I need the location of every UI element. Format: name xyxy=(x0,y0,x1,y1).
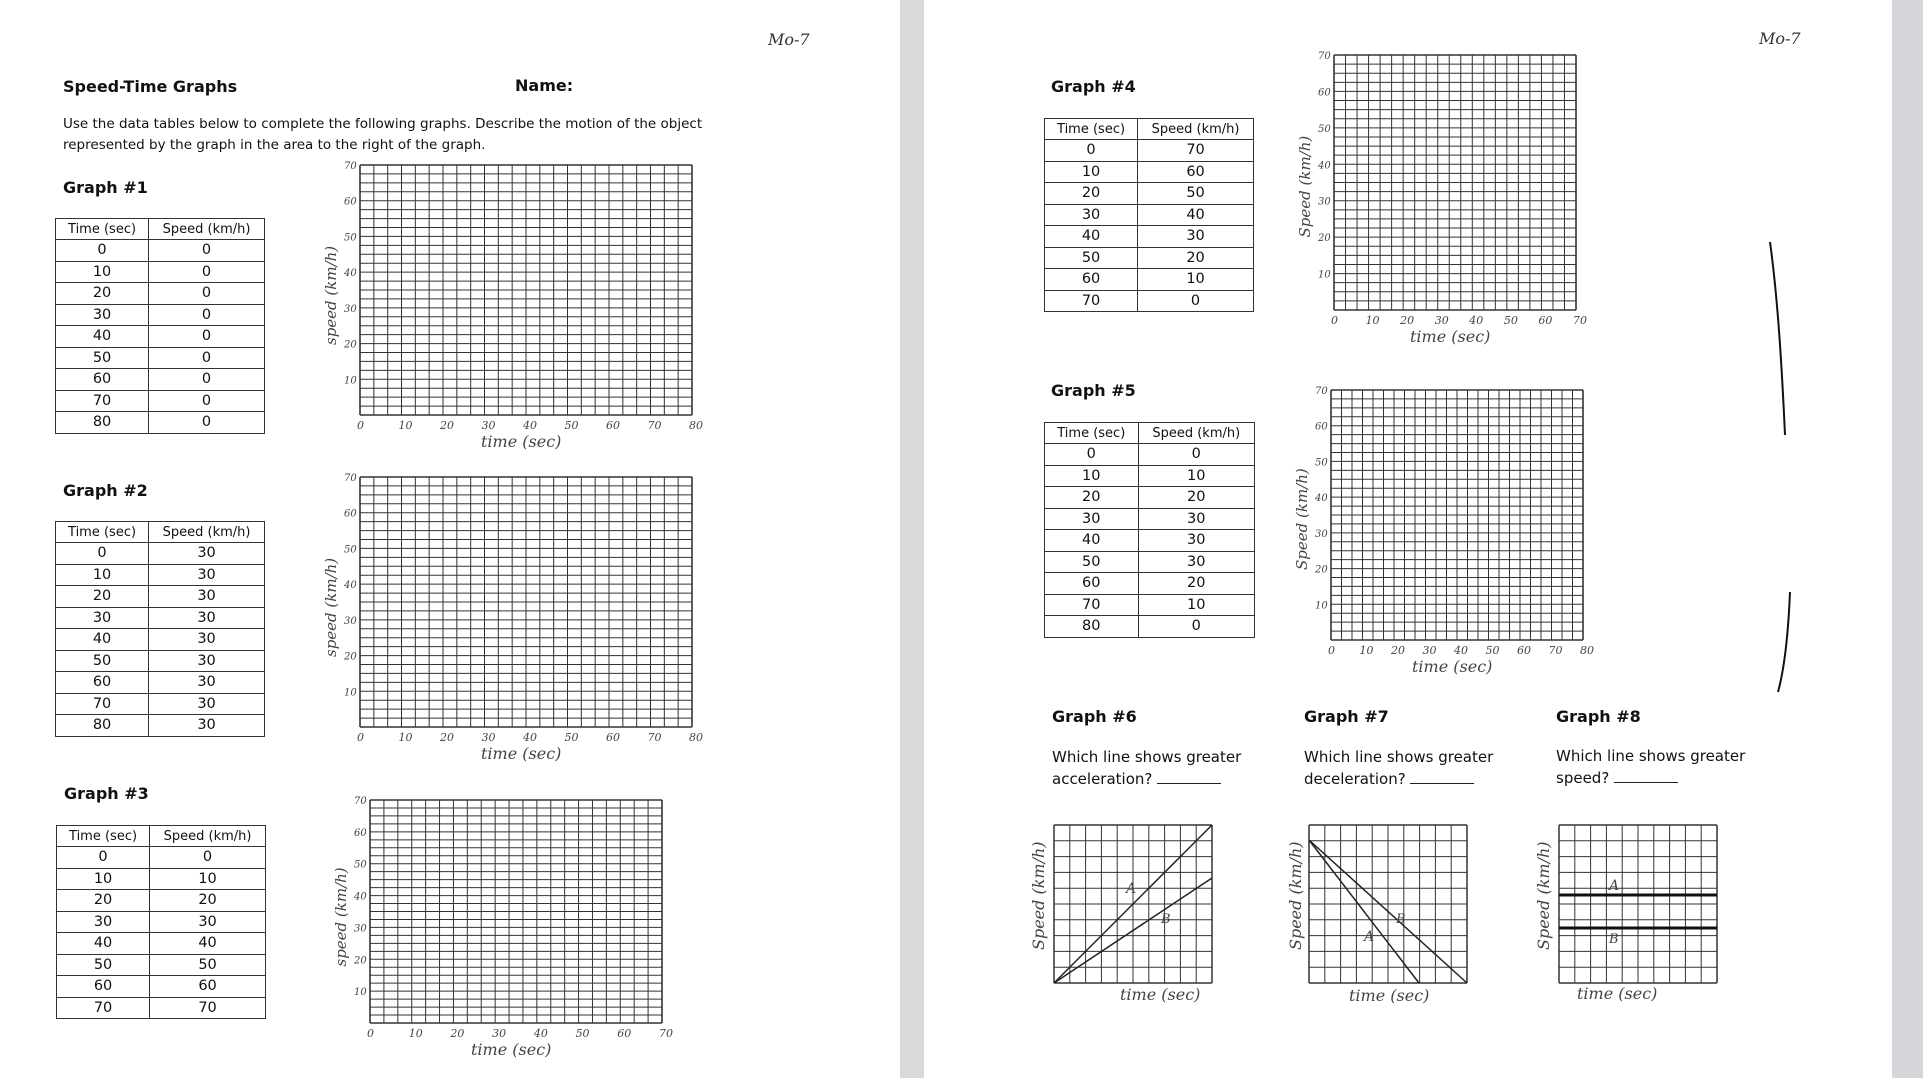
speed-cell: 30 xyxy=(1138,551,1254,573)
graph-6-sketch xyxy=(1024,815,1214,1015)
table-row xyxy=(1045,269,1254,291)
x-axis-label: time (sec) xyxy=(1410,327,1491,346)
time-cell: 20 xyxy=(56,586,149,608)
speed-cell: 30 xyxy=(149,607,265,629)
graph-6-answer-blank[interactable] xyxy=(1157,782,1221,784)
table-row xyxy=(1045,226,1254,248)
worksheet-page-left xyxy=(0,0,900,1078)
speed-cell: 0 xyxy=(149,304,265,326)
table-row xyxy=(57,933,266,955)
time-cell: 60 xyxy=(1045,573,1139,595)
speed-cell: 60 xyxy=(150,976,266,998)
speed-cell: 20 xyxy=(1138,487,1254,509)
time-cell: 10 xyxy=(56,261,149,283)
x-axis-label: time (sec) xyxy=(471,1040,552,1059)
header-time: Time (sec) xyxy=(56,219,149,240)
speed-cell: 10 xyxy=(1138,594,1254,616)
y-tick-label: 20 xyxy=(1318,233,1331,245)
page-title: Speed-Time Graphs xyxy=(63,77,238,96)
table-row xyxy=(56,369,265,391)
time-cell: 40 xyxy=(1045,530,1139,552)
x-tick-label: 10 xyxy=(408,1027,423,1040)
x-tick-label: 70 xyxy=(1548,644,1563,657)
time-cell: 60 xyxy=(56,672,149,694)
y-tick-label: 70 xyxy=(354,796,367,807)
speed-cell: 30 xyxy=(149,672,265,694)
time-cell: 70 xyxy=(56,693,149,715)
graph-7-grid-lines xyxy=(1309,825,1467,983)
x-tick-label: 70 xyxy=(1573,314,1587,327)
y-tick-label: 40 xyxy=(344,268,357,280)
header-speed: Speed (km/h) xyxy=(1138,423,1254,444)
time-cell: 80 xyxy=(56,412,149,434)
x-tick-label: 0 xyxy=(367,1027,374,1040)
y-tick-label: 60 xyxy=(344,196,357,208)
y-tick-label: 10 xyxy=(344,687,357,699)
x-tick-label: 40 xyxy=(523,419,537,432)
y-tick-label: 30 xyxy=(1318,196,1331,208)
table-row xyxy=(56,543,265,565)
y-axis-label: Speed (km/h) xyxy=(1296,135,1314,238)
speed-cell: 10 xyxy=(1138,269,1254,291)
speed-cell: 0 xyxy=(149,261,265,283)
table-row xyxy=(56,693,265,715)
graph-6-label-b: B xyxy=(1161,912,1171,927)
table-row xyxy=(1045,530,1255,552)
graph-5-data-table xyxy=(1044,422,1255,638)
x-tick-label: 10 xyxy=(398,731,413,744)
page-id-label: Mo-7 xyxy=(768,30,810,49)
speed-cell: 0 xyxy=(149,347,265,369)
x-tick-label: 40 xyxy=(523,731,537,744)
x-axis-label: time (sec) xyxy=(481,744,562,763)
graph-3-title: Graph #3 xyxy=(64,784,149,803)
table-row xyxy=(1045,465,1255,487)
graph-1-grid xyxy=(320,160,703,470)
table-row xyxy=(56,629,265,651)
x-tick-label: 30 xyxy=(1422,644,1437,657)
y-tick-label: 60 xyxy=(1318,87,1331,99)
time-cell: 70 xyxy=(1045,290,1138,312)
table-row xyxy=(56,412,265,434)
table-row xyxy=(56,326,265,348)
speed-cell: 70 xyxy=(150,997,266,1019)
y-tick-label: 30 xyxy=(344,615,357,627)
time-cell: 10 xyxy=(1045,161,1138,183)
time-cell: 0 xyxy=(1045,140,1138,162)
x-tick-label: 30 xyxy=(1434,314,1449,327)
time-cell: 70 xyxy=(1045,594,1139,616)
x-tick-label: 70 xyxy=(647,731,662,744)
graph-8-sketch xyxy=(1529,815,1724,1015)
y-tick-label: 10 xyxy=(1318,269,1331,281)
table-row xyxy=(1045,444,1255,466)
time-cell: 30 xyxy=(56,304,149,326)
y-tick-label: 20 xyxy=(344,339,357,351)
header-time: Time (sec) xyxy=(1045,423,1139,444)
header-time: Time (sec) xyxy=(1045,119,1138,140)
graph-8-grid-lines xyxy=(1559,825,1717,983)
table-row xyxy=(1045,161,1254,183)
time-cell: 40 xyxy=(1045,226,1138,248)
speed-cell: 30 xyxy=(1138,226,1254,248)
y-tick-label: 50 xyxy=(354,859,367,871)
graph-8-title: Graph #8 xyxy=(1556,707,1641,726)
y-tick-label: 50 xyxy=(344,544,357,556)
graph-2-title: Graph #2 xyxy=(63,481,148,500)
y-axis-label: speed (km/h) xyxy=(322,557,340,657)
pen-strokes xyxy=(1744,230,1824,700)
table-row xyxy=(56,715,265,737)
table-row xyxy=(1045,140,1254,162)
time-cell: 0 xyxy=(1045,444,1139,466)
speed-cell: 50 xyxy=(150,954,266,976)
table-row xyxy=(1045,183,1254,205)
x-tick-label: 10 xyxy=(1365,314,1380,327)
x-tick-label: 50 xyxy=(564,731,579,744)
x-tick-label: 60 xyxy=(617,1027,632,1040)
speed-cell: 30 xyxy=(1138,530,1254,552)
x-tick-label: 30 xyxy=(492,1027,507,1040)
time-cell: 10 xyxy=(57,868,150,890)
x-tick-label: 40 xyxy=(1469,314,1484,327)
table-row xyxy=(56,607,265,629)
graph-4-grid xyxy=(1294,50,1587,365)
time-cell: 10 xyxy=(1045,465,1139,487)
speed-cell: 0 xyxy=(149,326,265,348)
table-row xyxy=(57,847,266,869)
table-row xyxy=(57,976,266,998)
x-tick-label: 60 xyxy=(606,731,620,744)
table-row xyxy=(56,347,265,369)
speed-cell: 0 xyxy=(149,412,265,434)
instructions xyxy=(63,114,702,156)
x-tick-label: 80 xyxy=(689,419,703,432)
x-axis-label: time (sec) xyxy=(481,432,562,451)
graph-6-y-label: Speed (km/h) xyxy=(1029,841,1048,950)
graph-8-question-line-1: Which line shows greater xyxy=(1556,747,1746,765)
graph-8-label-a: A xyxy=(1609,878,1620,894)
time-cell: 20 xyxy=(56,283,149,305)
x-tick-label: 20 xyxy=(450,1027,465,1040)
graph-1-data-table xyxy=(55,218,265,434)
speed-cell: 20 xyxy=(1138,247,1254,269)
y-tick-label: 70 xyxy=(1318,51,1331,62)
x-tick-label: 80 xyxy=(1580,644,1594,657)
y-tick-label: 10 xyxy=(1315,600,1328,612)
time-cell: 50 xyxy=(56,650,149,672)
speed-cell: 50 xyxy=(1138,183,1254,205)
x-axis-label: time (sec) xyxy=(1412,657,1493,676)
time-cell: 50 xyxy=(56,347,149,369)
time-cell: 20 xyxy=(1045,487,1139,509)
time-cell: 50 xyxy=(1045,551,1139,573)
graph-8-y-label: Speed (km/h) xyxy=(1534,841,1553,950)
graph-7-title: Graph #7 xyxy=(1304,707,1389,726)
speed-cell: 0 xyxy=(1138,616,1254,638)
y-tick-label: 50 xyxy=(1318,123,1331,135)
y-tick-label: 70 xyxy=(1315,386,1328,397)
table-row xyxy=(56,672,265,694)
x-tick-label: 20 xyxy=(440,419,454,432)
speed-cell: 30 xyxy=(149,543,265,565)
x-tick-label: 10 xyxy=(1359,644,1374,657)
time-cell: 70 xyxy=(57,997,150,1019)
speed-cell: 0 xyxy=(150,847,266,869)
speed-cell: 30 xyxy=(149,586,265,608)
speed-cell: 40 xyxy=(150,933,266,955)
table-row xyxy=(56,240,265,262)
time-cell: 40 xyxy=(56,326,149,348)
graph-4-title: Graph #4 xyxy=(1051,77,1136,96)
y-tick-label: 50 xyxy=(344,232,357,244)
graph-6-question-line-1: Which line shows greater xyxy=(1052,748,1242,766)
speed-cell: 20 xyxy=(150,890,266,912)
y-tick-label: 10 xyxy=(344,375,357,387)
speed-cell: 30 xyxy=(149,564,265,586)
graph-7-question-line-1: Which line shows greater xyxy=(1304,748,1494,766)
time-cell: 40 xyxy=(57,933,150,955)
table-row xyxy=(1045,487,1255,509)
table-row xyxy=(1045,573,1255,595)
time-cell: 70 xyxy=(56,390,149,412)
x-tick-label: 20 xyxy=(440,731,454,744)
y-axis-label: speed (km/h) xyxy=(322,245,340,345)
time-cell: 0 xyxy=(56,543,149,565)
graph-6-question-line-2: acceleration? xyxy=(1052,770,1153,788)
y-tick-label: 20 xyxy=(1315,564,1328,576)
speed-cell: 10 xyxy=(1138,465,1254,487)
x-tick-label: 0 xyxy=(357,731,364,744)
time-cell: 80 xyxy=(1045,616,1139,638)
time-cell: 30 xyxy=(1045,204,1138,226)
table-row xyxy=(1045,290,1254,312)
graph-6-x-label: time (sec) xyxy=(1120,985,1201,1004)
speed-cell: 0 xyxy=(1138,290,1254,312)
speed-cell: 0 xyxy=(149,390,265,412)
speed-cell: 0 xyxy=(149,283,265,305)
speed-cell: 20 xyxy=(1138,573,1254,595)
y-tick-label: 20 xyxy=(344,651,357,663)
name-label: Name: xyxy=(515,76,574,95)
graph-6-label-a: A xyxy=(1126,881,1137,897)
table-row xyxy=(57,954,266,976)
speed-cell: 40 xyxy=(1138,204,1254,226)
graph-7-answer-blank[interactable] xyxy=(1410,782,1474,784)
table-row xyxy=(57,890,266,912)
speed-cell: 30 xyxy=(149,650,265,672)
graph-7-question xyxy=(1304,746,1493,790)
header-time: Time (sec) xyxy=(57,826,150,847)
pen-stroke-1 xyxy=(1770,242,1785,435)
table-row xyxy=(56,390,265,412)
graph-6-question xyxy=(1052,746,1241,790)
graph-2-data-table xyxy=(55,521,265,737)
table-row xyxy=(1045,247,1254,269)
y-tick-label: 40 xyxy=(354,891,367,903)
y-tick-label: 60 xyxy=(354,827,367,839)
x-tick-label: 0 xyxy=(357,419,364,432)
graph-7-sketch xyxy=(1279,815,1474,1015)
graph-5-grid xyxy=(1291,385,1594,695)
time-cell: 0 xyxy=(56,240,149,262)
x-tick-label: 60 xyxy=(1538,314,1553,327)
time-cell: 0 xyxy=(57,847,150,869)
y-tick-label: 60 xyxy=(1315,421,1328,433)
table-row xyxy=(57,997,266,1019)
speed-cell: 30 xyxy=(1138,508,1254,530)
graph-7-y-label: Speed (km/h) xyxy=(1286,841,1305,950)
graph-8-question xyxy=(1556,745,1745,789)
x-tick-label: 20 xyxy=(1400,314,1415,327)
speed-cell: 0 xyxy=(149,369,265,391)
graph-8-label-b: B xyxy=(1609,932,1619,947)
time-cell: 60 xyxy=(56,369,149,391)
y-tick-label: 10 xyxy=(354,987,367,999)
time-cell: 20 xyxy=(1045,183,1138,205)
y-tick-label: 20 xyxy=(354,955,367,967)
graph-7-label-a: A xyxy=(1364,929,1375,945)
speed-cell: 30 xyxy=(149,693,265,715)
table-row xyxy=(1045,204,1254,226)
table-row xyxy=(56,261,265,283)
time-cell: 60 xyxy=(57,976,150,998)
worksheet-page-right xyxy=(924,0,1892,1078)
graph-7-x-label: time (sec) xyxy=(1349,986,1430,1005)
table-row xyxy=(57,911,266,933)
header-speed: Speed (km/h) xyxy=(149,522,265,543)
table-row xyxy=(1045,616,1255,638)
header-speed: Speed (km/h) xyxy=(150,826,266,847)
time-cell: 30 xyxy=(1045,508,1139,530)
table-row xyxy=(56,304,265,326)
y-axis-label: Speed (km/h) xyxy=(1293,468,1311,570)
x-tick-label: 60 xyxy=(606,419,620,432)
y-tick-label: 70 xyxy=(344,473,357,484)
speed-cell: 70 xyxy=(1138,140,1254,162)
x-tick-label: 50 xyxy=(1485,644,1500,657)
page-id-label-right: Mo-7 xyxy=(1759,29,1801,48)
graph-1-title: Graph #1 xyxy=(63,178,148,197)
speed-cell: 0 xyxy=(149,240,265,262)
y-tick-label: 30 xyxy=(1315,528,1328,540)
header-speed: Speed (km/h) xyxy=(149,219,265,240)
graph-6-title: Graph #6 xyxy=(1052,707,1137,726)
y-tick-label: 40 xyxy=(1315,493,1328,505)
graph-3-grid xyxy=(330,795,673,1078)
x-tick-label: 50 xyxy=(575,1027,590,1040)
graph-3-data-table xyxy=(56,825,266,1019)
pen-stroke-2 xyxy=(1778,592,1790,692)
time-cell: 30 xyxy=(57,911,150,933)
speed-cell: 30 xyxy=(150,911,266,933)
time-cell: 20 xyxy=(57,890,150,912)
y-tick-label: 40 xyxy=(344,580,357,592)
time-cell: 60 xyxy=(1045,269,1138,291)
time-cell: 30 xyxy=(56,607,149,629)
header-speed: Speed (km/h) xyxy=(1138,119,1254,140)
y-tick-label: 30 xyxy=(354,923,367,935)
time-cell: 10 xyxy=(56,564,149,586)
x-tick-label: 50 xyxy=(1503,314,1518,327)
x-tick-label: 70 xyxy=(647,419,662,432)
speed-cell: 30 xyxy=(149,715,265,737)
y-tick-label: 30 xyxy=(344,303,357,315)
x-tick-label: 10 xyxy=(398,419,413,432)
x-tick-label: 30 xyxy=(481,731,496,744)
table-row xyxy=(56,283,265,305)
time-cell: 50 xyxy=(1045,247,1138,269)
x-tick-label: 40 xyxy=(533,1027,548,1040)
y-tick-label: 40 xyxy=(1318,160,1331,172)
time-cell: 80 xyxy=(56,715,149,737)
x-tick-label: 0 xyxy=(1328,644,1335,657)
graph-8-question-line-2: speed? xyxy=(1556,769,1610,787)
graph-7-label-b: B xyxy=(1396,912,1406,927)
y-tick-label: 60 xyxy=(344,508,357,520)
table-row xyxy=(57,868,266,890)
y-tick-label: 50 xyxy=(1315,457,1328,469)
header-time: Time (sec) xyxy=(56,522,149,543)
graph-5-title: Graph #5 xyxy=(1051,381,1136,400)
table-row xyxy=(1045,551,1255,573)
x-tick-label: 20 xyxy=(1391,644,1405,657)
speed-cell: 30 xyxy=(149,629,265,651)
table-row xyxy=(1045,508,1255,530)
speed-cell: 60 xyxy=(1138,161,1254,183)
time-cell: 40 xyxy=(56,629,149,651)
x-tick-label: 0 xyxy=(1331,314,1338,327)
speed-cell: 0 xyxy=(1138,444,1254,466)
time-cell: 50 xyxy=(57,954,150,976)
graph-2-grid xyxy=(320,472,703,782)
table-row xyxy=(56,586,265,608)
table-row xyxy=(1045,594,1255,616)
x-tick-label: 50 xyxy=(564,419,579,432)
x-tick-label: 60 xyxy=(1517,644,1531,657)
y-axis-label: speed (km/h) xyxy=(332,867,350,967)
instructions-line-1: Use the data tables below to complete the following graphs. Describe the motion of the object xyxy=(63,116,703,132)
x-tick-label: 30 xyxy=(481,419,496,432)
graph-4-data-table xyxy=(1044,118,1254,312)
right-gutter xyxy=(1892,0,1923,1078)
graph-8-x-label: time (sec) xyxy=(1577,984,1658,1003)
instructions-line-2: represented by the graph in the area to the right of the graph. xyxy=(63,137,486,153)
x-tick-label: 70 xyxy=(659,1027,673,1040)
y-tick-label: 70 xyxy=(344,161,357,172)
x-tick-label: 40 xyxy=(1454,644,1468,657)
speed-cell: 10 xyxy=(150,868,266,890)
table-row xyxy=(56,564,265,586)
graph-7-question-line-2: deceleration? xyxy=(1304,770,1406,788)
table-row xyxy=(56,650,265,672)
graph-8-answer-blank[interactable] xyxy=(1614,781,1678,783)
x-tick-label: 80 xyxy=(689,731,703,744)
